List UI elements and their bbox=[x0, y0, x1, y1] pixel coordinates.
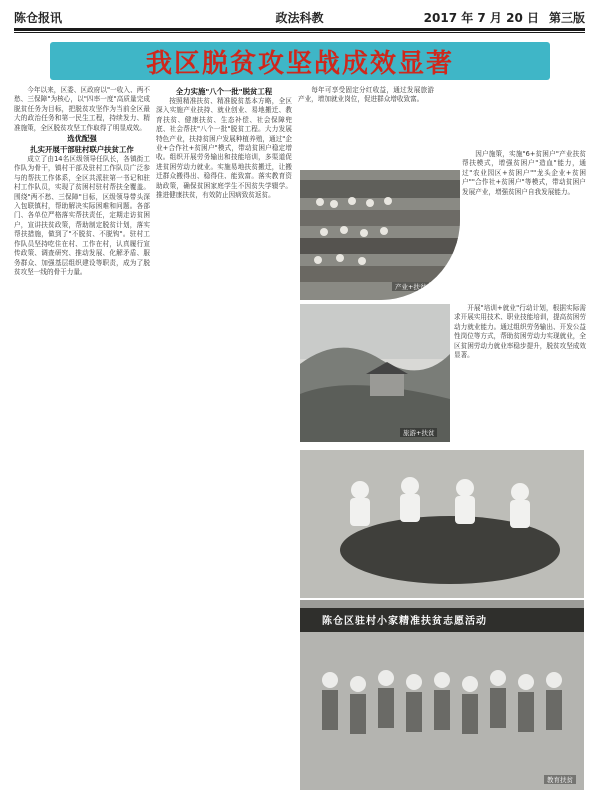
column-1-body: 成立了由14名区级领导任队长，各镇街工作队为骨干，镇村干部及驻村工作队员广泛参与的帮扶工作体系，全区共派驻第一书记和驻村工作队员，实现了贫困村驻村帮扶全覆盖。围绕"两不愁、三保障"目标，区级领导带头深入包联镇村，帮助解决实际困难和问题。各部门、各单位严格落实帮扶责任，定期走访贫困户，宣讲扶贫政策，帮助制定脱贫计划，落实帮扶措施，做到了"不脱贫、不脱钩"。驻村工作队员坚持吃住在村、工作在村，认真履行宣传政策、调查研究、推动发展、化解矛盾、服务群众、加强基层组织建设等职责，成为了脱贫攻坚一线的骨干力量。 bbox=[14, 155, 150, 276]
column-2-body: 按照精准扶贫、精准脱贫基本方略，全区深入实施产业扶持、就业创业、易地搬迁、教育扶贫、健康扶贫、生态补偿、社会保障兜底、社会帮扶"八个一批"脱贫工程。大力发展特色产业，扶持贫困户发展种植养殖，通过"企业+合作社+贫困户"模式，带动贫困户稳定增收。组织开展劳务输出和技能培训，多渠道促进贫困劳动力就业。实施易地扶贫搬迁，让搬迁群众搬得出、稳得住、能致富。落实教育资助政策，确保贫困家庭学生不因贫失学辍学。推进健康扶贫，有效防止因病致贫返贫。 bbox=[156, 97, 292, 200]
photo-field-workers bbox=[300, 450, 584, 598]
intro-paragraph: 今年以来，区委、区政府以"一收入、两不愁、三保障"为核心，以"四率一度"高质量完成脱贫任务为目标，把脱贫攻坚作为当前全区最大的政治任务和第一民生工程，持续发力、精准施策，全区脱贫攻坚工作取得了明显成效。 bbox=[14, 86, 150, 132]
headline: 我区脱贫攻坚战成效显著 bbox=[145, 48, 454, 79]
page-number: 第三版 bbox=[548, 10, 585, 25]
event-banner: 陈仓区驻村小家精准扶贫志愿活动 bbox=[322, 616, 487, 627]
text-column-4 bbox=[462, 150, 586, 300]
section-name: 政法科教 bbox=[275, 10, 324, 25]
tourism-image bbox=[300, 304, 450, 442]
poultry-farm-image bbox=[300, 170, 460, 300]
subhead-2: 全力实施"八个一批"脱贫工程 bbox=[175, 87, 273, 96]
text-column-5 bbox=[454, 304, 586, 442]
column-3-body: 每年可享受固定分红收益，通过发展旅游产业，增加就业岗位，促进群众增收致富。 bbox=[298, 86, 434, 104]
photo-education-event bbox=[300, 600, 584, 790]
education-event-image bbox=[300, 600, 584, 790]
text-column-3 bbox=[298, 86, 434, 168]
header-right bbox=[424, 9, 585, 26]
photo-poultry-farm bbox=[300, 170, 460, 300]
photo-tourism bbox=[300, 304, 450, 442]
page-header bbox=[14, 6, 585, 28]
paper-name: 陈仓报讯 bbox=[14, 10, 63, 25]
caption-tourism: 旅游+扶贫 bbox=[400, 428, 437, 437]
text-column-2 bbox=[156, 86, 292, 786]
header-rule-thin bbox=[14, 32, 585, 33]
caption-education: 教育扶贫 bbox=[544, 775, 576, 784]
field-workers-image bbox=[300, 450, 584, 598]
caption-industry: 产业+扶贫 bbox=[392, 282, 429, 291]
headline-band bbox=[50, 42, 550, 80]
header-rule bbox=[14, 28, 585, 31]
subhead-1b: 扎实开展干部驻村联户扶贫工作 bbox=[30, 145, 134, 155]
subhead-1: 选优配强 bbox=[67, 134, 97, 144]
text-column-1 bbox=[14, 86, 150, 786]
issue-date: 2017 年 7 月 20 日 bbox=[423, 10, 539, 25]
column-5-body: 开展"培训+就业"行动计划，根据实际需求开展实用技术、职业技能培训，提高贫困劳动力就业能力。通过组织劳务输出、开发公益性岗位等方式，帮助贫困劳动力实现就业，全区贫困劳动力就业率稳步提升，脱贫攻坚成效显著。 bbox=[454, 304, 586, 360]
column-4-body: 因户施策，实施"6+贫困户"产业扶贫帮扶模式，增强贫困户"造血"能力，通过"农业园区+贫困户""龙头企业+贫困户""合作社+贫困户"等模式，带动贫困户发展产业，增强贫困户自我发展能力。 bbox=[462, 150, 586, 196]
